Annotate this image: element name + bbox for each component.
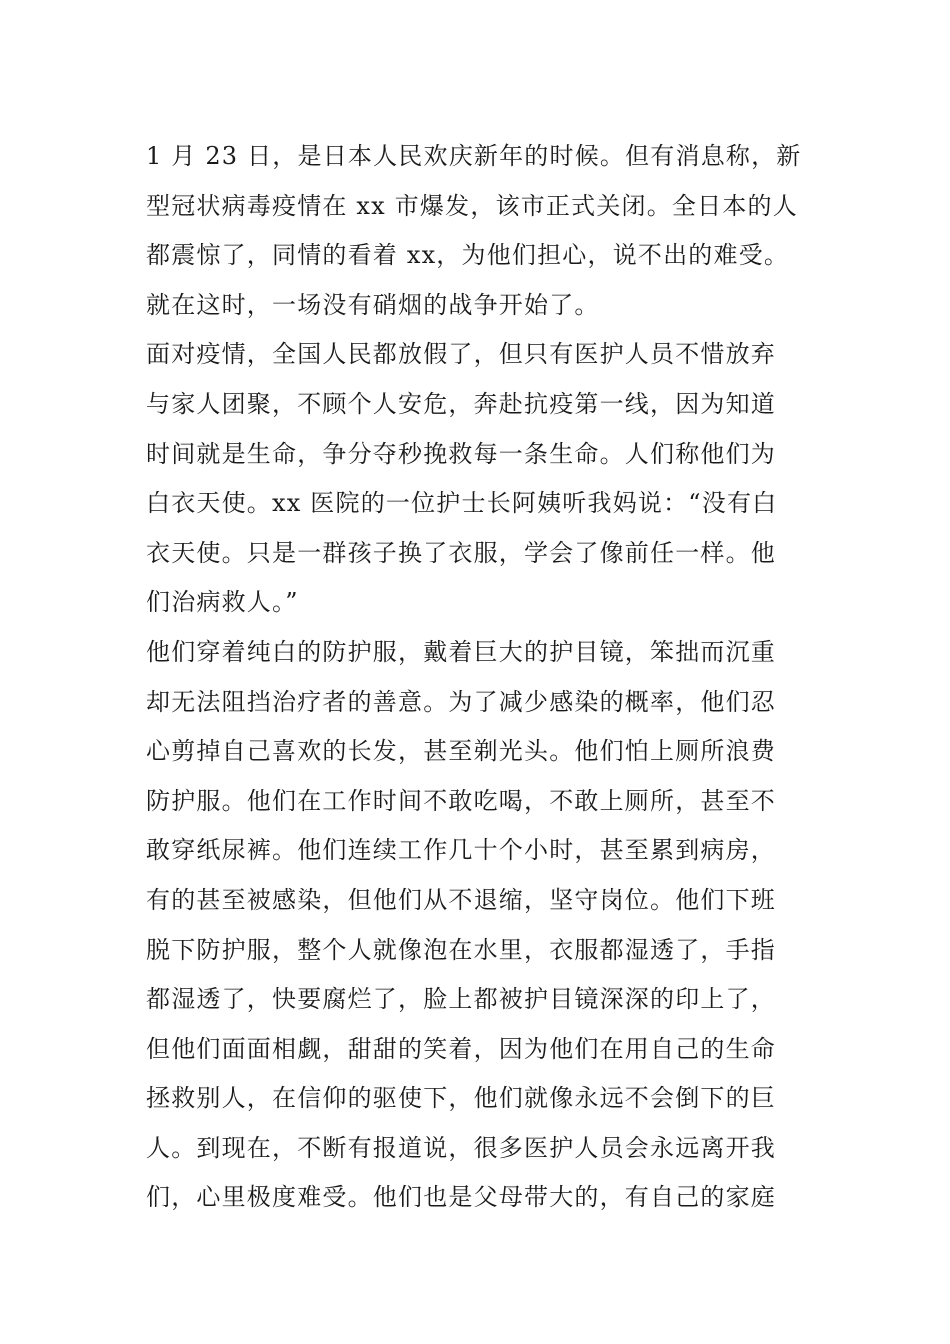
text-line: 他们穿着纯白的防护服，戴着巨大的护目镜，笨拙而沉重 (146, 637, 776, 666)
text-line: 1 月 23 日，是日本人民欢庆新年的时候。但有消息称，新 (146, 142, 802, 170)
text-line: 拯救别人，在信仰的驱使下，他们就像永远不会倒下的巨 (146, 1084, 776, 1113)
body-text (146, 132, 816, 1223)
text-line: 都震惊了，同情的看着 xx，为他们担心，说不出的难受。 (146, 241, 790, 270)
text-line: 人。到现在，不断有报道说，很多医护人员会永远离开我 (146, 1133, 776, 1162)
text-line: 有的甚至被感染，但他们从不退缩，坚守岗位。他们下班 (146, 885, 776, 914)
text-line: 但他们面面相觑，甜甜的笑着，因为他们在用自己的生命 (146, 1034, 776, 1063)
text-line: 心剪掉自己喜欢的长发，甚至剃光头。他们怕上厕所浪费 (146, 737, 776, 766)
text-line: 就在这时，一场没有硝烟的战争开始了。 (146, 290, 600, 319)
text-line: 与家人团聚，不顾个人安危，奔赴抗疫第一线，因为知道 (146, 389, 776, 418)
text-line: 们，心里极度难受。他们也是父母带大的，有自己的家庭 (146, 1183, 776, 1212)
text-line: 白衣天使。xx 医院的一位护士长阿姨听我妈说：“没有白 (146, 489, 778, 518)
text-line: 型冠状病毒疫情在 xx 市爆发，该市正式关闭。全日本的人 (146, 191, 798, 220)
text-line: 却无法阻挡治疗者的善意。为了减少感染的概率，他们忍 (146, 687, 776, 716)
text-line: 面对疫情，全国人民都放假了，但只有医护人员不惜放弃 (146, 340, 776, 369)
text-line: 衣天使。只是一群孩子换了衣服，学会了像前任一样。他 (146, 538, 776, 567)
text-line: 都湿透了，快要腐烂了，脸上都被护目镜深深的印上了， (146, 985, 776, 1014)
text-line: 时间就是生命，争分夺秒挽救每一条生命。人们称他们为 (146, 439, 776, 468)
text-line: 们治病救人。” (146, 588, 299, 617)
text-line: 敢穿纸尿裤。他们连续工作几十个小时，甚至累到病房， (146, 836, 776, 865)
text-line: 脱下防护服，整个人就像泡在水里，衣服都湿透了，手指 (146, 935, 776, 964)
text-line: 防护服。他们在工作时间不敢吃喝，不敢上厕所，甚至不 (146, 786, 776, 815)
